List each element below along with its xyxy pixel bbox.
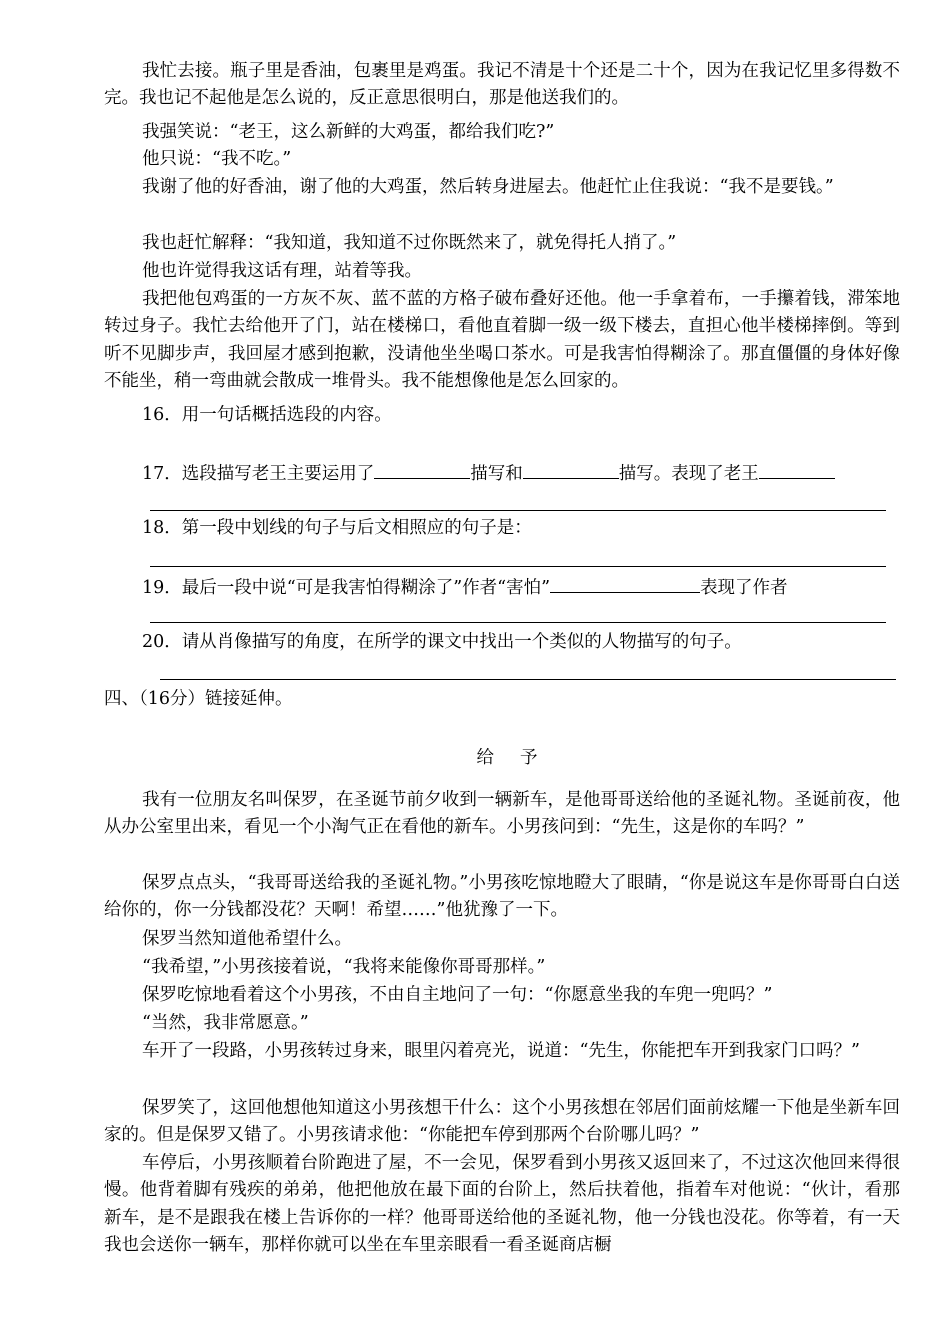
question-19-text-a: 19．最后一段中说“可是我害怕得糊涂了”作者“害怕” <box>142 578 551 598</box>
answer-line[interactable] <box>160 679 896 680</box>
passage1-paragraph: 我把他包鸡蛋的一方灰不灰、蓝不蓝的方格子破布叠好还他。他一手拿着布，一手攥着钱，滞笨地转过身子。我忙去给他开了门，站在楼梯口，看他直着脚一级一级下楼去，直担心他半楼梯摔倒。等到听不见脚步声，我回屋才感到抱歉，没请他坐坐喝口茶水。可是我害怕得糊涂了。那直僵僵的身体好像不能坐，稍一弯曲就会散成一堆骨头。我不能想像他是怎么回家的。 <box>104 289 900 392</box>
passage1-paragraph: 我忙去接。瓶子里是香油，包裹里是鸡蛋。我记不清是十个还是二十个，因为在我记忆里多得数不完。我也记不起他是怎么说的，反正意思很明白，那是他送我们的。 <box>104 61 900 109</box>
passage1-paragraph: 他只说：“我不吃。” <box>142 149 292 169</box>
passage2-paragraph: 保罗当然知道他希望什么。 <box>142 929 352 949</box>
answer-line[interactable] <box>150 510 886 511</box>
answer-line[interactable] <box>150 566 886 567</box>
question-19-text-b: 表现了作者 <box>700 578 788 598</box>
answer-blank[interactable] <box>759 458 835 479</box>
section-heading: 四、（16分）链接延伸。 <box>104 689 293 709</box>
question-17-text-a: 17．选段描写老王主要运用了 <box>142 464 375 484</box>
question-17-text-c: 描写。表现了老王 <box>618 464 759 484</box>
question-19 <box>104 572 900 602</box>
question-20: 20．请从肖像描写的角度，在所学的课文中找出一个类似的人物描写的句子。 <box>142 632 742 652</box>
question-16: 16．用一句话概括选段的内容。 <box>142 405 392 425</box>
passage2-paragraph: 保罗点点头，“我哥哥送给我的圣诞礼物。”小男孩吃惊地瞪大了眼睛，“你是说这车是你哥哥白白送给你的，你一分钱都没花？天啊！希望……”他犹豫了一下。 <box>104 873 900 921</box>
passage2-paragraph: 车开了一段路，小男孩转过身来，眼里闪着亮光，说道：“先生，你能把车开到我家门口吗？” <box>142 1041 860 1061</box>
passage1-paragraph: 我强笑说：“老王，这么新鲜的大鸡蛋，都给我们吃?” <box>142 122 555 142</box>
passage1-paragraph: 我也赶忙解释：“我知道，我知道不过你既然来了，就免得托人捎了。” <box>142 233 677 253</box>
passage1-paragraph: 我谢了他的好香油，谢了他的大鸡蛋，然后转身进屋去。他赶忙止住我说：“我不是要钱。” <box>142 177 834 197</box>
passage2-paragraph: “当然，我非常愿意。” <box>142 1013 309 1033</box>
passage2-paragraph: 车停后，小男孩顺着台阶跑进了屋，不一会见，保罗看到小男孩又返回来了，不过这次他回来得很慢。他背着脚有残疾的弟弟，他把他放在最下面的台阶上，然后扶着他，指着车对他说：“伙计，看那新车，是不是跟我在楼上告诉你的一样？他哥哥送给他的圣诞礼物，他一分钱也没花。你等着，有一天我也会送你一辆车，那样你就可以坐在车里亲眼看一看圣诞商店橱 <box>104 1153 900 1256</box>
question-17-text-b: 描写和 <box>470 464 523 484</box>
answer-blank[interactable] <box>550 572 700 593</box>
passage2-paragraph: 保罗笑了，这回他想他知道这小男孩想干什么：这个小男孩想在邻居们面前炫耀一下他是坐新车回家的。但是保罗又错了。小男孩请求他：“你能把车停到那两个台阶哪儿吗？” <box>104 1098 900 1146</box>
passage2-paragraph: 保罗吃惊地看着这个小男孩，不由自主地问了一句：“你愿意坐我的车兜一兜吗？” <box>142 985 773 1005</box>
passage2-paragraph: 我有一位朋友名叫保罗，在圣诞节前夕收到一辆新车，是他哥哥送给他的圣诞礼物。圣诞前夜，他从办公室里出来，看见一个小淘气正在看他的新车。小男孩问到：“先生，这是你的车吗？” <box>104 790 900 838</box>
passage2-paragraph: “我希望，”小男孩接着说，“我将来能像你哥哥那样。” <box>142 957 546 977</box>
passage1-paragraph: 他也许觉得我这话有理，站着等我。 <box>142 261 422 281</box>
answer-blank[interactable] <box>523 458 619 479</box>
story-title: 给予 <box>476 748 564 768</box>
answer-blank[interactable] <box>374 458 470 479</box>
question-17 <box>104 458 900 488</box>
answer-line[interactable] <box>150 622 886 623</box>
question-18: 18．第一段中划线的句子与后文相照应的句子是： <box>142 518 532 538</box>
